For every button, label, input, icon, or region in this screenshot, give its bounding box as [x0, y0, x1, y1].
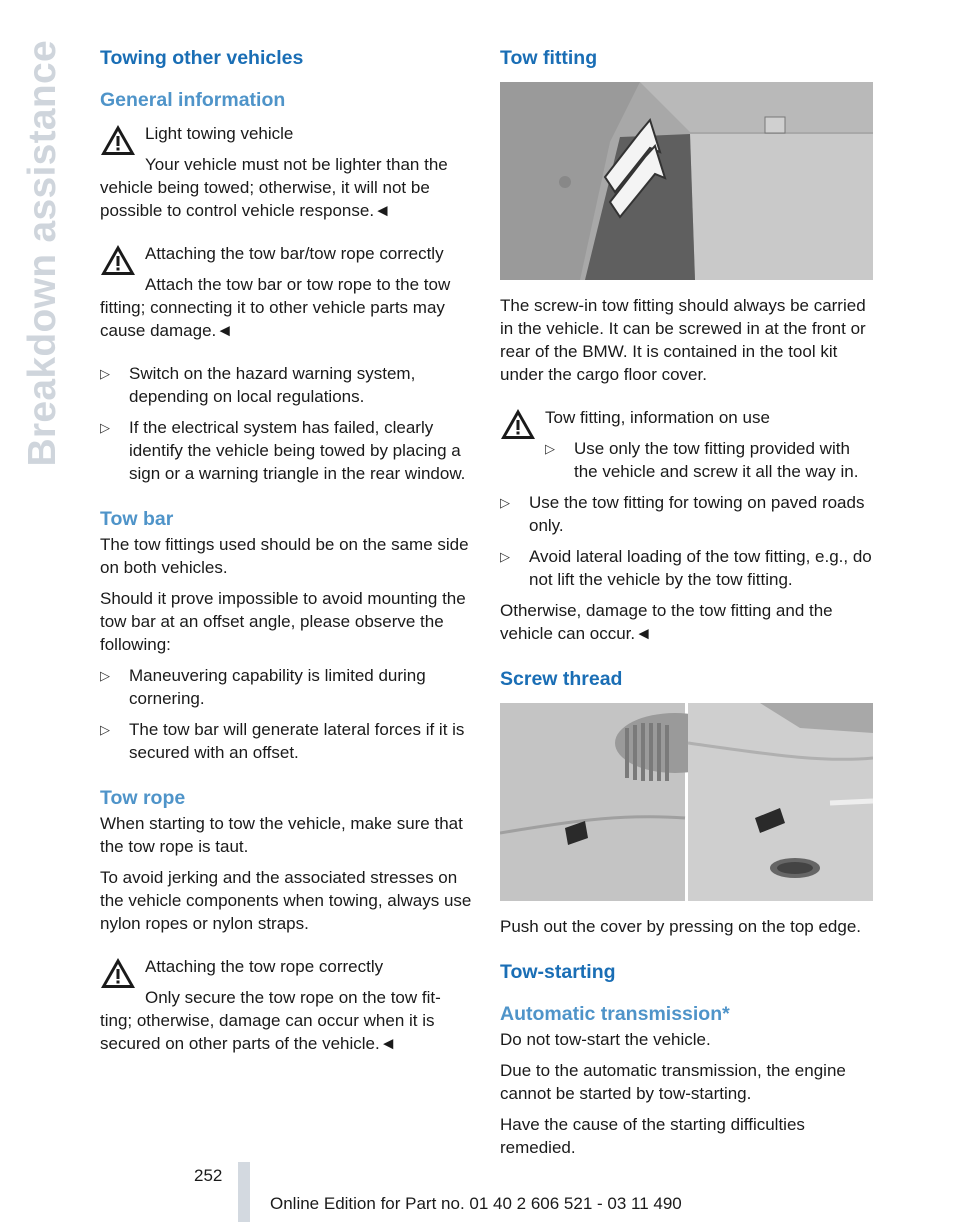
section-side-title [18, 40, 68, 470]
warning-triangle-icon [100, 244, 136, 276]
bullet-arrow-icon: ▷ [100, 420, 110, 435]
warning-title: Light towing vehicle [145, 124, 294, 143]
heading-tow-rope: Tow rope [100, 787, 186, 809]
warning-attaching-tow-bar [100, 242, 472, 342]
tow-fitting-photo [500, 82, 873, 280]
bullet-arrow-icon: ▷ [100, 722, 110, 737]
warning-attaching-tow-rope [100, 955, 472, 1055]
warning-title: Tow fitting, information on use [545, 408, 770, 427]
heading-tow-bar: Tow bar [100, 508, 174, 530]
bullet-arrow-icon: ▷ [100, 366, 110, 381]
screw-thread-photos [500, 703, 873, 901]
online-edition-text: Online Edition for Part no. 01 40 2 606 521 - 03 11 490 [270, 1194, 682, 1213]
right-column [500, 44, 873, 1159]
paragraph: To avoid jerking and the associated stresses on the vehicle components when towing, always use nylon ropes or nylon straps. [100, 868, 472, 933]
warning-triangle-icon [100, 957, 136, 989]
warning-text-line: Your vehicle must not be lighter than the [145, 155, 448, 174]
left-column [100, 44, 472, 1055]
paragraph: The screw-in tow fitting should always be carried in the vehicle. It can be screwed in at the front or rear of the BMW. It is contained in the tool kit under the cargo floor cover. [500, 296, 866, 384]
list-item: ▷ The tow bar will generate lateral forces if it is secured with an offset. [100, 720, 465, 762]
warning-light-towing-vehicle [100, 122, 472, 222]
heading-screw-thread: Screw thread [500, 668, 623, 690]
bullet-arrow-icon: ▷ [100, 668, 110, 683]
warning-text-line: Only secure the tow rope on the tow fit- [145, 988, 441, 1007]
warning-triangle-icon [500, 408, 536, 440]
list-item: ▷ If the electrical system has failed, clearly identify the vehicle being towed by placing a sign or a warning triangle in the rear window. [100, 418, 466, 483]
warning-tow-fitting-use [500, 406, 873, 483]
footer-bar [238, 1162, 250, 1222]
warning-text: vehicle being towed; otherwise, it will not be possible to control vehicle response.◄ [100, 178, 430, 220]
heading-tow-fitting: Tow fitting [500, 47, 598, 69]
paragraph: Do not tow-start the vehicle. [500, 1030, 711, 1049]
warning-text: ting; otherwise, damage can occur when it is secured on other parts of the vehicle.◄ [100, 1011, 435, 1053]
heading-tow-starting: Tow-starting [500, 961, 616, 983]
list-item: ▷ Use only the tow fitting provided with the vehicle and screw it all the way in. [545, 439, 859, 481]
paragraph: Otherwise, damage to the tow fitting and the vehicle can occur.◄ [500, 601, 833, 643]
list-item: ▷ Maneuvering capability is limited during cornering. [100, 666, 426, 708]
warning-text: fitting; connecting it to other vehicle parts may cause damage.◄ [100, 298, 445, 340]
heading-general-information: General information [100, 89, 286, 111]
list-item: ▷ Switch on the hazard warning system, depending on local regulations. [100, 364, 416, 406]
bullet-arrow-icon: ▷ [545, 441, 555, 456]
heading-towing-other-vehicles: Towing other vehicles [100, 47, 304, 69]
warning-triangle-icon [100, 124, 136, 156]
heading-automatic-transmission: Automatic transmission* [500, 1003, 730, 1025]
paragraph: When starting to tow the vehicle, make sure that the tow rope is taut. [100, 814, 463, 856]
warning-title: Attaching the tow rope correctly [145, 957, 384, 976]
paragraph: The tow fittings used should be on the same side on both vehicles. [100, 535, 469, 577]
paragraph: Due to the automatic transmission, the engine cannot be started by tow-starting. [500, 1061, 846, 1103]
page-number: 252 [194, 1166, 223, 1185]
side-title-text: Breakdown assistance [21, 40, 64, 467]
paragraph: Push out the cover by pressing on the top edge. [500, 917, 862, 936]
warning-title: Attaching the tow bar/tow rope correctly [145, 244, 444, 263]
list-item: ▷ Use the tow fitting for towing on paved roads only. [500, 493, 865, 535]
paragraph: Have the cause of the starting difficulties remedied. [500, 1115, 805, 1157]
paragraph: Should it prove impossible to avoid mounting the tow bar at an offset angle, please observe the following: [100, 589, 466, 654]
warning-text-line: Attach the tow bar or tow rope to the tow [145, 275, 451, 294]
bullet-arrow-icon: ▷ [500, 495, 510, 510]
list-item: ▷ Avoid lateral loading of the tow fitting, e.g., do not lift the vehicle by the tow fitting. [500, 547, 872, 589]
bullet-arrow-icon: ▷ [500, 549, 510, 564]
